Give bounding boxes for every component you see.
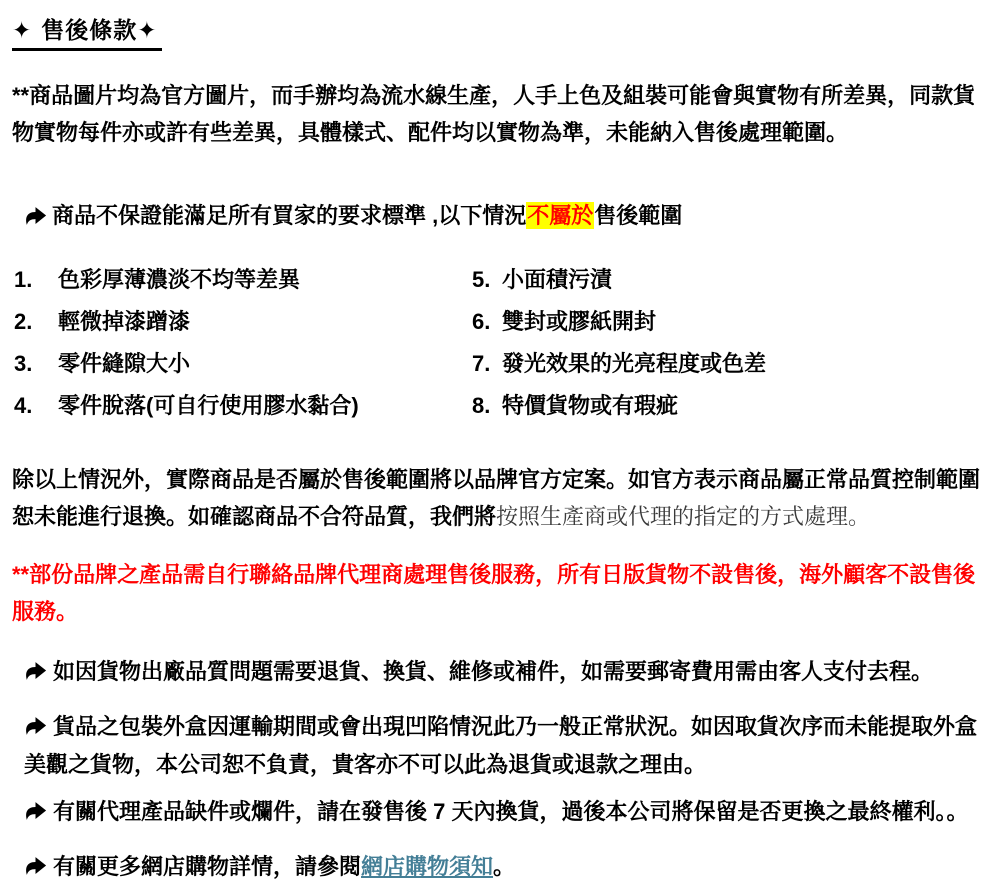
item-number: 5. <box>472 267 491 292</box>
note-text: 貨品之包裝外盒因運輸期間或會出現凹陷情況此乃一般正常狀況。如因取貨次序而未能提取外盒美觀之貨物，本公司恕不負責，貴客亦不可以此為退貨或退款之理由。 <box>24 714 978 777</box>
curved-right-arrow-icon <box>24 716 47 736</box>
store-shopping-guide-link[interactable]: 網店購物須知 <box>361 854 494 879</box>
list-item <box>12 385 464 427</box>
item-text: 小面積污漬 <box>502 267 613 292</box>
list-item <box>464 385 994 427</box>
scope-pre: 商品不保證能滿足所有買家的要求標準 ,以下情況 <box>52 203 527 228</box>
note-text: 有關更多網店購物詳情，請參閱 <box>53 854 362 879</box>
highlight-badge: 不屬於 <box>527 203 594 228</box>
item-number: 4. <box>14 393 33 418</box>
note-item <box>24 708 992 784</box>
list-item <box>464 259 994 301</box>
item-number: 2. <box>14 309 33 334</box>
curved-right-arrow-icon <box>24 661 47 681</box>
list-item <box>12 259 464 301</box>
list-item <box>12 343 464 385</box>
note-text: 。 <box>493 854 516 879</box>
item-text: 輕微掉漆蹭漆 <box>58 309 191 334</box>
item-text: 零件縫隙大小 <box>58 351 191 376</box>
item-number: 8. <box>472 393 491 418</box>
list-item <box>464 343 994 385</box>
item-text: 雙封或膠紙開封 <box>502 309 657 334</box>
policy-regular-text: 按照生產商或代理的指定的方式處理。 <box>496 504 871 529</box>
policy-paragraph <box>12 461 992 535</box>
item-text: 色彩厚薄濃淡不均等差異 <box>58 267 301 292</box>
star-icon: ✦ <box>137 17 158 43</box>
curved-right-arrow-icon <box>24 801 47 821</box>
note-item <box>24 848 992 886</box>
scope-post: 售後範圍 <box>594 203 683 228</box>
page-title <box>12 12 162 51</box>
exclusion-column-right <box>464 259 994 427</box>
scope-heading-text <box>52 201 682 231</box>
page-title-text: 售後條款 <box>41 17 138 43</box>
item-number: 7. <box>472 351 491 376</box>
item-text: 發光效果的光亮程度或色差 <box>502 351 767 376</box>
exclusion-column-left <box>12 259 464 427</box>
exclusion-list <box>12 259 994 427</box>
item-text: 零件脫落(可自行使用膠水黏合) <box>58 393 359 418</box>
item-number: 6. <box>472 309 491 334</box>
curved-right-arrow-icon <box>24 206 47 226</box>
item-number: 3. <box>14 351 33 376</box>
star-icon: ✦ <box>12 17 33 43</box>
note-text: 如因貨物出廠品質問題需要退貨、換貨、維修或補件，如需要郵寄費用需由客人支付去程。 <box>53 659 934 684</box>
red-notice-paragraph: **部份品牌之產品需自行聯絡品牌代理商處理售後服務，所有日版貨物不設售後，海外顧客不設售後服務。 <box>12 562 976 624</box>
scope-heading <box>24 201 994 231</box>
note-text: 有關代理產品缺件或爛件，請在發售後 7 天內換貨，過後本公司將保留是否更換之最終權利。。 <box>53 799 969 824</box>
note-item <box>24 793 992 831</box>
note-item <box>24 653 992 691</box>
item-number: 1. <box>14 267 33 292</box>
policy-bold-text: 除以上情況外，實際商品是否屬於售後範圍將以品牌官方定案。如官方表示商品屬正常品質控制範圍恕未能進行退換。如確認商品不合符品質，我們將 <box>12 467 981 529</box>
item-text: 特價貨物或有瑕疵 <box>502 393 679 418</box>
list-item <box>12 301 464 343</box>
list-item <box>464 301 994 343</box>
intro-paragraph: **商品圖片均為官方圖片，而手辦均為流水線生產，人手上色及組裝可能會與實物有所差異，同款貨物實物每件亦或許有些差異，具體樣式、配件均以實物為準，未能納入售後處理範圍。 <box>12 83 976 145</box>
curved-right-arrow-icon <box>24 856 47 876</box>
